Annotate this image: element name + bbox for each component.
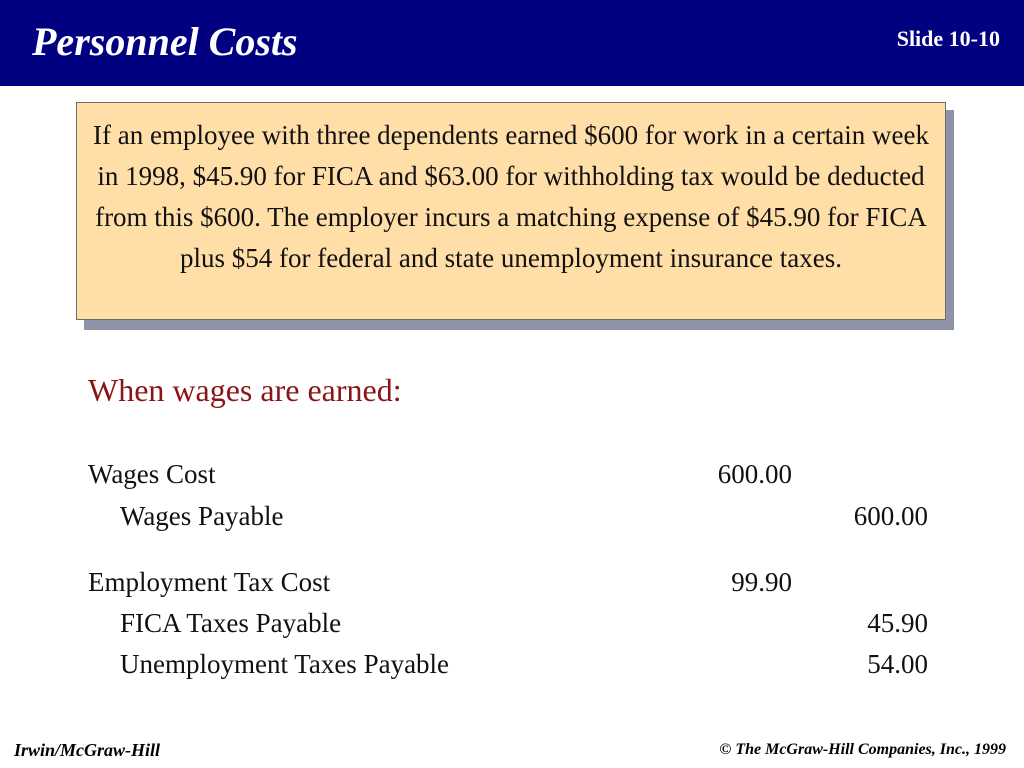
journal-line (88, 563, 928, 601)
account-name: Unemployment Taxes Payable (120, 649, 450, 679)
title-bar (0, 0, 1024, 86)
account-name: Wages Cost (88, 459, 216, 489)
section-heading: When wages are earned: (88, 372, 402, 408)
journal-line (88, 604, 928, 642)
slide-number: Slide 10-10 (896, 26, 1000, 51)
account-name: Employment Tax Cost (88, 567, 331, 597)
debit-amount: 99.90 (731, 567, 792, 597)
journal-line (88, 645, 928, 683)
debit-amount: 600.00 (717, 459, 792, 489)
copyright-footer: © The McGraw-Hill Companies, Inc., 1999 (719, 741, 1006, 758)
credit-amount: 54.00 (867, 649, 928, 679)
publisher-footer: Irwin/McGraw-Hill (14, 740, 161, 760)
slide-title: Personnel Costs (32, 19, 298, 64)
journal-line (88, 455, 928, 493)
account-name: FICA Taxes Payable (120, 608, 342, 638)
account-name: Wages Payable (120, 501, 284, 531)
credit-amount: 45.90 (867, 608, 928, 638)
journal-line (88, 497, 928, 535)
example-callout: If an employee with three dependents earned $600 for work in a certain week in 1998, $45.90 for FICA and $63.00 for withholding tax would be deducted from this $600. The employer incurs a matching expense of $45.90 for FICA plus $54 for federal and state unemployment insurance taxes. (76, 102, 946, 320)
credit-amount: 600.00 (853, 501, 928, 531)
